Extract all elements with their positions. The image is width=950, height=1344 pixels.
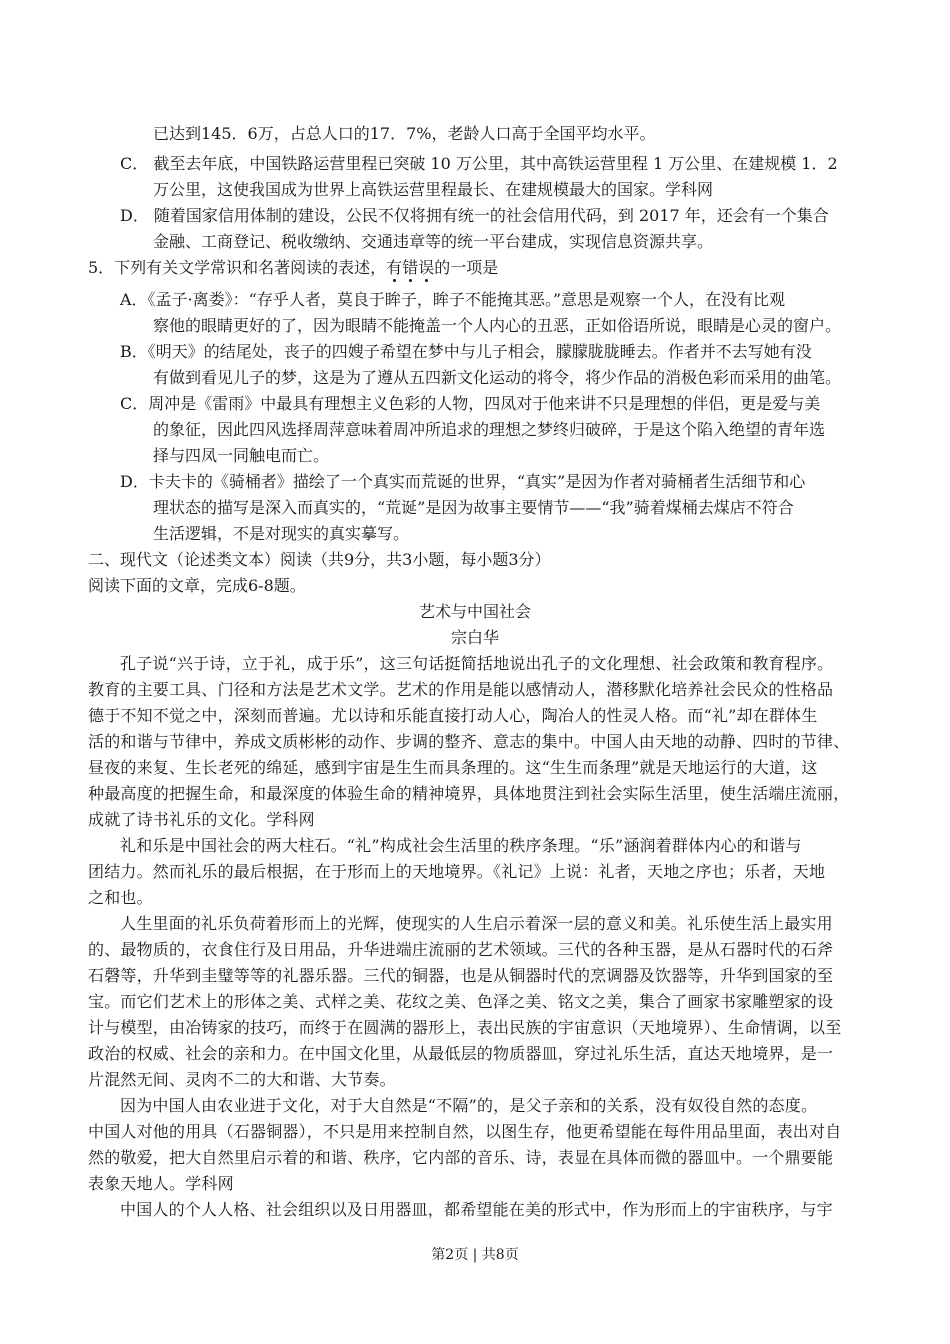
q5-option-c-line2: 的象征，因此四风选择周萍意味着周冲所追求的理想之梦终归破碎，于是这个陷入绝望的青年选 (153, 420, 826, 439)
q5-option-b-line2: 有做到看见儿子的梦，这是为了遵从五四新文化运动的将令，将少作品的消极色彩而采用的曲笔。 (153, 368, 842, 387)
article-title: 艺术与中国社会 (418, 602, 531, 621)
article-p4-line2: 中国人对他的用具（石器铜器），不只是用来控制自然，以图生存，他更希望能在每件用品里面，表出对自 (88, 1122, 842, 1141)
article-p3-line5: 计与模型，由冶铸家的技巧，而终于在圆满的器形上，表出民族的宇宙意识（天地境界）、生命情调，以至 (88, 1018, 842, 1037)
q4-option-c-line1: C． 截至去年底，中国铁路运营里程已突破 10 万公里，其中高铁运营里程 1 万公里、在建规模 1．2 (120, 154, 838, 173)
q5-option-c-line3: 择与四凤一同触电而亡。 (153, 446, 330, 465)
q4-option-c-line2: 万公里，这使我国成为世界上高铁运营里程最长、在建规模最大的国家。学科网 (153, 180, 714, 199)
q5-option-b-line1: B．《明天》的结尾处，丧子的四嫂子希望在梦中与儿子相会，朦朦胧胧睡去。作者并不去写她有没 (120, 342, 812, 361)
section-instruction: 阅读下面的文章，完成6-8题。 (88, 576, 306, 595)
page-footer: 第2页 | 共8页 (431, 1247, 519, 1263)
article-p3-line4: 宝。而它们艺术上的形体之美、式样之美、花纹之美、色泽之美、铭文之美，集合了画家书家雕塑家的设 (88, 992, 834, 1011)
q5-stem-emphasis-1: 有 (386, 258, 403, 277)
q5-option-c-line1: C．周冲是《雷雨》中最具有理想主义色彩的人物，四凤对于他来讲不只是理想的伴侣，更是爱与美 (120, 394, 821, 413)
article-p1-line6: 种最高度的把握生命，和最深度的体验生命的精神境界，具体地贯注到社会实际生活里，使生活端庄流丽， (88, 784, 850, 803)
article-p3-line6: 政治的权威、社会的亲和力。在中国文化里，从最低层的物质器皿，穿过礼乐生活，直达天地境界，是一 (88, 1044, 834, 1063)
q5-stem-text: 5．下列有关文学常识和名著阅读的表述， (88, 258, 387, 277)
article-p2-line2: 团结力。然而礼乐的最后根据，在于形而上的天地境界。《礼记》上说：礼者，天地之序也；乐者，天地 (88, 862, 826, 881)
q5-option-a-line1: A．《孟子·离娄》：“存乎人者，莫良于眸子，眸子不能掩其恶。”意思是观察一个人，在没有比观 (120, 290, 786, 309)
q5-option-d-line1: D．卡夫卡的《骑桶者》描绘了一个真实而荒诞的世界，“真实”是因为作者对骑桶者生活细节和心 (120, 472, 806, 491)
article-p1-line1: 孔子说“兴于诗，立于礼，成于乐”，这三句话挺简括地说出孔子的文化理想、社会政策和教育程序。 (120, 654, 834, 673)
article-author: 宗白华 (450, 628, 499, 647)
article-p4-line1: 因为中国人由农业进于文化，对于大自然是“不隔”的，是父子亲和的关系，没有奴役自然的态度。 (120, 1096, 818, 1115)
article-p5-line1: 中国人的个人人格、社会组织以及日用器皿，都希望能在美的形式中，作为形而上的宇宙秩序，与宇 (120, 1200, 833, 1219)
article-p2-line1: 礼和乐是中国社会的两大柱石。“礼”构成社会生活里的秩序条理。“乐”涵润着群体内心的和谐与 (120, 836, 802, 855)
article-p3-line7: 片混然无间、灵肉不二的大和谐、大节奏。 (88, 1070, 396, 1089)
article-p1-line3: 德于不知不觉之中，深刻而普遍。尤以诗和乐能直接打动人心，陶冶人的性灵人格。而“礼”却在群体生 (88, 706, 818, 725)
q5-option-d-line2: 理状态的描写是深入而真实的，“荒诞”是因为故事主要情节——“我”骑着煤桶去煤店不符合 (153, 498, 794, 517)
section-heading: 二、现代文（论述类文本）阅读（共9分，共3小题，每小题3分） (88, 550, 551, 569)
article-p1-line2: 教育的主要工具、门径和方法是艺术文学。艺术的作用是能以感情动人，潜移默化培养社会民众的性格品 (88, 680, 834, 699)
q4-option-d-line2: 金融、工商登记、税收缴纳、交通违章等的统一平台建成，实现信息资源共享。 (153, 232, 714, 251)
q5-stem-emphasis-3: 误 (418, 258, 435, 277)
article-p2-line3: 之和也。 (88, 888, 153, 907)
q5-stem (88, 258, 498, 278)
article-p1-line4: 活的和谐与节律中，养成文质彬彬的动作、步调的整齐、意志的集中。中国人由天地的动静、四时的节律、 (88, 732, 850, 751)
article-p4-line4: 表象天地人。学科网 (88, 1174, 234, 1193)
q4-option-d-line1: D． 随着国家信用体制的建设，公民不仅将拥有统一的社会信用代码，到 2017 年，还会有一个集合 (120, 206, 829, 225)
q4-option-b-continuation: 已达到145．6万，占总人口的17．7%，老龄人口高于全国平均水平。 (153, 124, 656, 143)
article-p1-line7: 成就了诗书礼乐的文化。学科网 (88, 810, 315, 829)
article-p3-line2: 的、最物质的，衣食住行及日用品，升华进端庄流丽的艺术领域。三代的各种玉器，是从石器时代的石斧 (88, 940, 834, 959)
q5-stem-emphasis-2: 错 (402, 258, 419, 277)
q5-stem-tail: 的一项是 (434, 258, 499, 277)
article-p3-line3: 石磬等，升华到圭璧等等的礼器乐器。三代的铜器，也是从铜器时代的烹调器及饮器等，升华到国家的至 (88, 966, 834, 985)
article-p1-line5: 昼夜的来复、生长老死的绵延，感到宇宙是生生而具条理的。这“生生而条理”就是天地运行的大道，这 (88, 758, 818, 777)
q5-option-d-line3: 生活逻辑，不是对现实的真实摹写。 (153, 524, 410, 543)
article-p4-line3: 然的敬爱，把大自然里启示着的和谐、秩序，它内部的音乐、诗，表显在具体而微的器皿中。一个鼎要能 (88, 1148, 834, 1167)
article-p3-line1: 人生里面的礼乐负荷着形而上的光辉，使现实的人生启示着深一层的意义和美。礼乐使生活上最实用 (120, 914, 833, 933)
q5-option-a-line2: 察他的眼睛更好的了，因为眼睛不能掩盖一个人内心的丑恶，正如俗语所说，眼睛是心灵的窗户。 (153, 316, 842, 335)
